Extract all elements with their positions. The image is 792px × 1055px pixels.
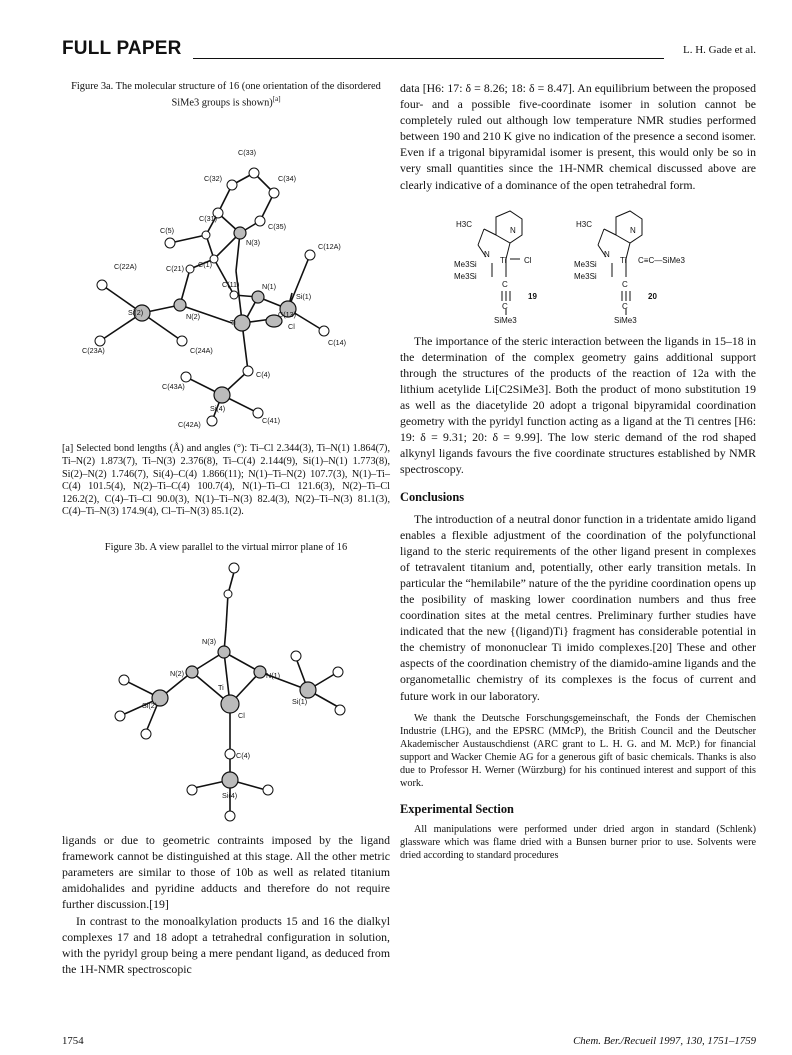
scheme-label: C (502, 279, 508, 289)
scheme-label: C (502, 301, 508, 311)
atom-label: C(35) (268, 222, 286, 232)
scheme-compounds-19-20 (400, 205, 756, 323)
left-paragraph-2: In contrast to the monoalkylation products 15 and 16 the dialkyl complexes 17 and 18 adopt a tetrahedral configuration in solution, with the pyridyl group being a mere pendant ligand, as deduced from the 1H-NMR spectroscopic (62, 913, 390, 976)
conclusions-heading: Conclusions (400, 489, 465, 504)
atom-label: C(41) (262, 416, 280, 426)
atom-label: N(3) (246, 238, 260, 248)
atom-label: C(1) (198, 260, 212, 270)
atom-label: C(42A) (178, 420, 201, 430)
atom-label: Ti (218, 683, 224, 693)
atom-label: N(1) (262, 282, 276, 292)
atom-label: C(43A) (162, 382, 185, 392)
left-column (62, 80, 390, 977)
atom-label: C(21) (166, 264, 184, 274)
atom-label: Si(2) (142, 701, 158, 711)
figure-3b-mirror-view (62, 554, 390, 826)
atom-label: C(14) (328, 338, 346, 348)
atom-label: N(2) (170, 669, 184, 679)
scheme-label: C≡C—SiMe3 (638, 255, 685, 265)
atom-label: C(13) (278, 310, 296, 320)
experimental-paragraph: All manipulations were performed under dried argon in standard (Schlenk) glassware which was flame dried with a Bunsen burner prior to use. Solvents were dried according to standard procedures (400, 823, 756, 861)
journal-citation: Chem. Ber./Recueil 1997, 130, 1751–1759 (573, 1035, 756, 1047)
scheme-label: C (622, 301, 628, 311)
page-header (62, 38, 756, 64)
atom-label: C(31) (199, 214, 217, 224)
atom-label: Si(1) (292, 697, 308, 707)
scheme-label: Me3Si (574, 271, 597, 281)
scheme-label: SiMe3 (494, 315, 517, 323)
atom-label: Cl (288, 322, 295, 332)
atom-label: C(32) (204, 174, 222, 184)
compound-number: 20 (648, 291, 657, 301)
scheme-label: C (622, 279, 628, 289)
scheme-label: H3C (456, 219, 473, 229)
atom-label: Si(2) (128, 308, 144, 318)
scheme-label: Ti (500, 255, 507, 265)
scheme-label: H3C (576, 219, 593, 229)
figure-3b-caption: Figure 3b. A view parallel to the virtual mirror plane of 16 (104, 542, 348, 554)
atom-label: Si(4) (222, 791, 238, 801)
section-label: FULL PAPER (62, 38, 182, 59)
atom-label: C(4) (236, 751, 250, 761)
scheme-label: SiMe3 (614, 315, 637, 323)
scheme-label: Ti (620, 255, 627, 265)
right-paragraph-2: The importance of the steric interaction between the ligands in 15–18 in the determination of the complex geometry gains additional support through the structures of the products of the reaction of 12a with the lithium acetylide Li[C2SiMe3]. Both the product of mono substitution 19 as well as the diacetylide 20 adopt a trigonal bipyramidal coordination geometry with the pyridyl function acting as a ligand at the Ti centres [H6: 19: δ = 9.31; 20: δ = 9.99]. The low steric demand of the rod shaped alkynyl ligands favours the five coordinate structures established by NMR spectroscopy. (400, 333, 756, 477)
header-rule (193, 58, 664, 59)
figure-3a-molecular-structure (62, 109, 390, 429)
atom-label: N(1) (266, 671, 280, 681)
atom-label: N(3) (202, 637, 216, 647)
conclusions-paragraph: The introduction of a neutral donor function in a tridentate amido ligand enables a flexible adjustment of the coordination of the polyfunctional ligand to the steric requirements of the other ligand present in complexes of tetravalent titanium and, potentially, other early transition metals. In particular the “hemilabile” nature of the the pyridine coordination opens up the posibility of masking lower coordination numbers and thus free coordination sites at the metal centres. Preliminary further studies have indicated that the new {(ligand)Ti} fragment has considerable potential in the chemistry of mononuclear Ti imido complexes.[20] These and other aspects of the coordination chemistry of the diamido-amine ligands and the organometallic chemistry of its complexes is the focus of current and future work in our laboratory. (400, 511, 756, 703)
atom-label: C(11) (222, 280, 240, 290)
atom-label: Ti (230, 318, 236, 328)
atom-label: N(2) (186, 312, 200, 322)
running-author: L. H. Gade et al. (683, 44, 756, 56)
atom-label: C(23A) (82, 346, 105, 356)
scheme-label: N (510, 225, 516, 235)
scheme-label: N (630, 225, 636, 235)
scheme-label: Me3Si (454, 271, 477, 281)
atom-label: C(22A) (114, 262, 137, 272)
experimental-heading: Experimental Section (400, 801, 514, 816)
right-paragraph-1: data [H6: 17: δ = 8.26; 18: δ = 8.47]. An equilibrium between the proposed four- and a possible five-coordinate isomer in solution cannot be completely ruled out although low temperature NMR studies performed between 190 and 210 K give no indication of the presence a second isomer. Even if a trigonal bipyramidal isomer is present, this would only be so in very small quantities since the 1H-NMR chemical discussed above are clearly indicative of a dominance of the open tetrahedral form. (400, 81, 756, 192)
left-paragraph-1: ligands or due to geometric contraints imposed by the ligand framework cannot be distinguished at this stage. All the other metric parameters are similar to those of 10b as well as related titanium amidohalides and pyridine adducts and therefore do not require further discussion.[19] (62, 833, 390, 912)
right-column (400, 80, 756, 862)
atom-label: Si(1) (296, 292, 312, 302)
atom-label: C(34) (278, 174, 296, 184)
atom-label: C(24A) (190, 346, 213, 356)
atom-label: Cl (238, 711, 245, 721)
atom-label: C(33) (238, 148, 256, 158)
scheme-label: Me3Si (574, 259, 597, 269)
page-number: 1754 (62, 1035, 84, 1047)
figure-3a-caption: Figure 3a. The molecular structure of 16 (one orientation of the disordered SiMe3 groups is shown)[a] (71, 81, 381, 109)
scheme-label: N (604, 249, 610, 259)
figure-3a-notes: [a] Selected bond lengths (Å) and angles (°): Ti–Cl 2.344(3), Ti–N(1) 1.864(7), Ti–N(2) 1.873(7), Ti–N(3) 2.376(8), Ti–C(4) 2.144(9), Si(1)–N(1) 1.773(8), Si(2)–N(2) 1.746(7), Si(4)–C(4) 1.866(11); N(1)–Ti–N(2) 107.7(3), N(1)–Ti–C(4) 101.5(4), N(2)–Ti–C(4) 100.7(4), N(1)–Ti–Cl 121.6(3), N(2)–Ti–Cl 126.2(2), C(4)–Ti–Cl 90.0(3), N(1)–Ti–N(3) 82.4(3), N(2)–Ti–N(3) 81.1(3), C(4)–Ti–N(3) 174.9(4), Cl–Ti–N(3) 85.1(2). (62, 443, 390, 518)
acknowledgements: We thank the Deutsche Forschungsgemeinschaft, the Fonds der Chemischen Industrie (LHG), and the EPSRC (MMcP), the British Council and the Deutscher Akademischer Austauschdienst (ARC grant to L. H. G. and M. McP.) for financial support and Wacker Chemie AG for a generous gift of basic chemicals. Thanks is also due to Professor H. Werner (Würzburg) for his continued interest and support of this work. (400, 712, 756, 789)
scheme-label: Me3Si (454, 259, 477, 269)
scheme-label: N (484, 249, 490, 259)
atom-label: C(12A) (318, 242, 341, 252)
scheme-label: Cl (524, 255, 532, 265)
atom-label: C(5) (160, 226, 174, 236)
compound-number: 19 (528, 291, 537, 301)
atom-label: Si(4) (210, 404, 226, 414)
atom-label: C(4) (256, 370, 270, 380)
